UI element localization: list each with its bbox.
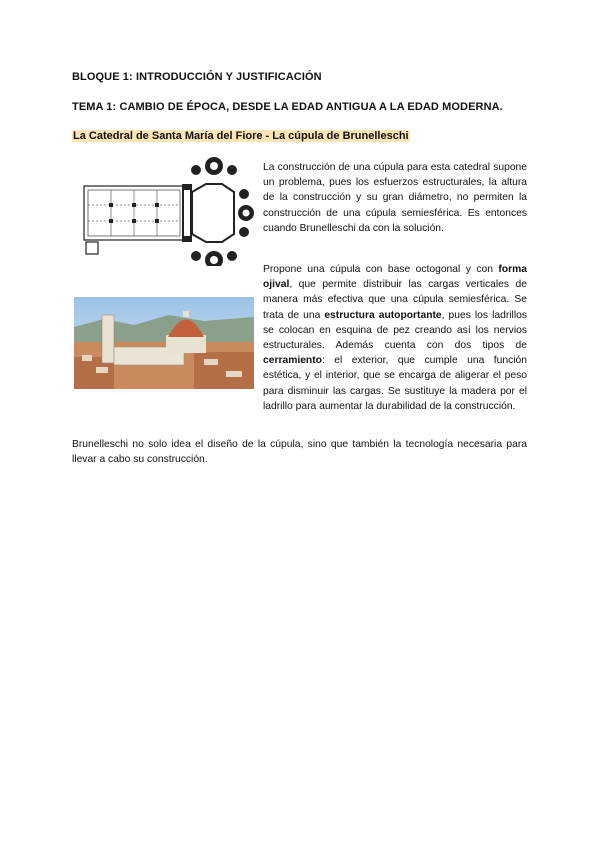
section-title: La Catedral de Santa María del Fiore - La cúpula de Brunelleschi bbox=[73, 130, 409, 142]
bold-term-cerramiento: cerramiento bbox=[263, 355, 322, 367]
paragraph-solution bbox=[263, 262, 527, 414]
text-run: , pues los ladrillos se colocan en esquina de pez creando así los nervios estructurales. Además cuenta con dos tipos de bbox=[263, 309, 527, 352]
text-run: Propone una cúpula con base octogonal y con bbox=[263, 264, 499, 275]
bold-term-estructura-autoportante: estructura autoportante bbox=[324, 309, 442, 321]
block-title: BLOQUE 1: INTRODUCCIÓN Y JUSTIFICACIÓN bbox=[72, 71, 322, 83]
topic-title: TEMA 1: CAMBIO DE ÉPOCA, DESDE LA EDAD ANTIGUA A LA EDAD MODERNA. bbox=[72, 101, 503, 113]
text-run: : el exterior, que cumple una función estética, y el interior, que se encarga de aligerar el peso para disminuir las cargas. Se sustituye la madera por el ladrillo para aumentar la durabilidad de la construcción. bbox=[263, 355, 527, 412]
text-run: , que permite distribuir las cargas verticales de manera más efectiva que una cúpula semiesférica. Se trata de una bbox=[263, 279, 527, 321]
cathedral-floor-plan-image bbox=[74, 156, 254, 266]
paragraph-conclusion: Brunelleschi no solo idea el diseño de la cúpula, sino que también la tecnología necesaria para llevar a cabo su construcción. bbox=[72, 439, 527, 466]
paragraph-problem: La construcción de una cúpula para esta catedral supone un problema, pues los esfuerzos estructurales, la altura de la construcción y su gran diámetro, no permiten la construcción de una cúpula semiesférica. Es entonces cuando Brunelleschi da con la solución. bbox=[263, 162, 527, 234]
bold-term-forma-ojival: forma ojival bbox=[263, 264, 527, 291]
cathedral-photo-image bbox=[74, 297, 254, 389]
